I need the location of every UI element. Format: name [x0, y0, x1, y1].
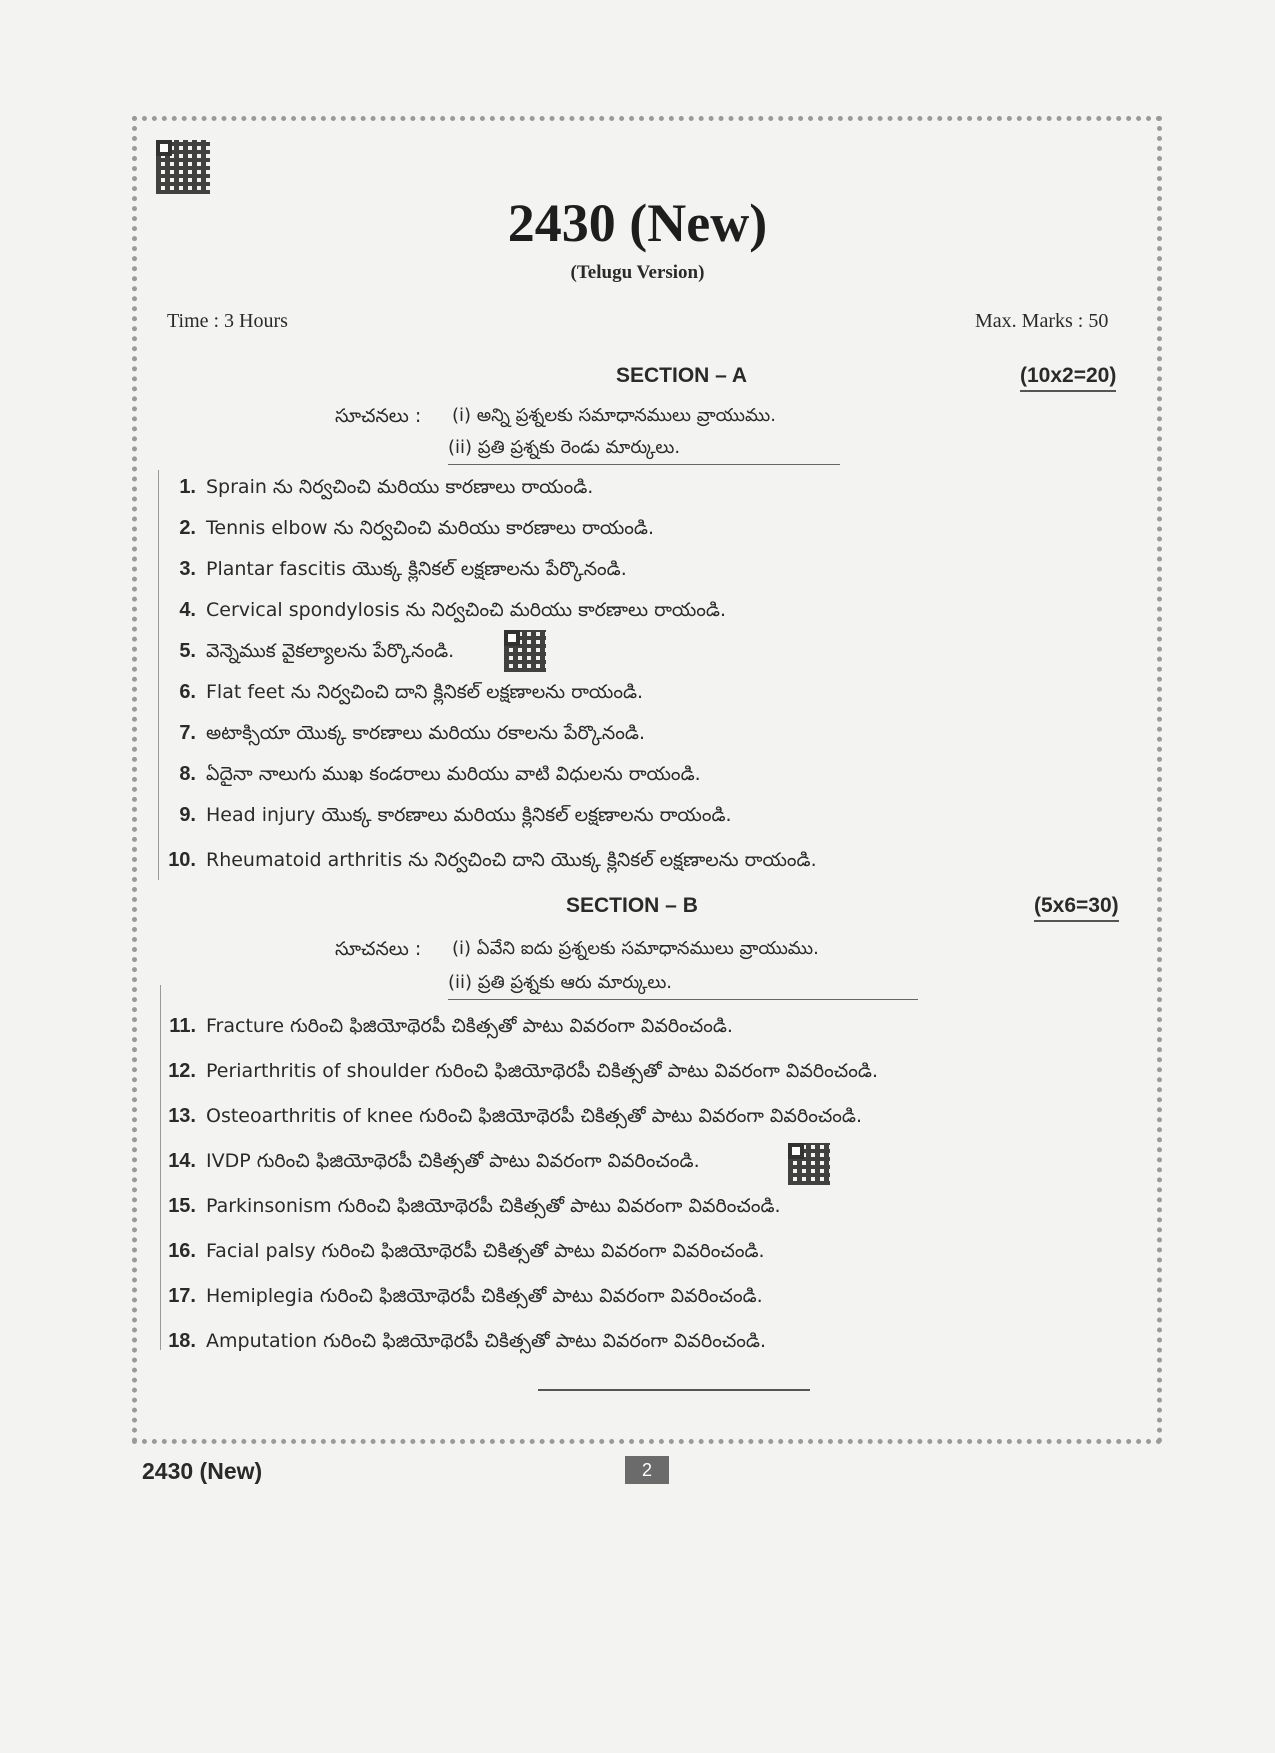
paper-version: (Telugu Version): [570, 262, 705, 283]
question-2: 2. Tennis elbow ను నిర్వచించి మరియు కారణాలు రాయండి.: [179, 517, 654, 539]
qr-code-icon: [156, 140, 210, 194]
question-14: 14. IVDP గురించి ఫిజియోథెరపీ చికిత్సతో పాటు వివరంగా వివరించండి.: [168, 1150, 700, 1172]
question-17: 17. Hemiplegia గురించి ఫిజియోథెరపీ చికిత్సతో పాటు వివరంగా వివరించండి.: [168, 1285, 763, 1307]
question-4: 4. Cervical spondylosis ను నిర్వచించి మరియు కారణాలు రాయండి.: [179, 599, 727, 621]
end-rule: [538, 1389, 810, 1391]
question-7: 7. అటాక్సియా యొక్క కారణాలు మరియు రకాలను పేర్కొనండి.: [179, 722, 646, 744]
section-b-note-1: (i) ఏవేని ఐదు ప్రశ్నలకు సమాధానములు వ్రాయుము.: [452, 938, 819, 959]
footer-paper-code: 2430 (New): [142, 1458, 263, 1484]
section-a-notes-label: సూచనలు :: [335, 405, 422, 427]
section-b-notes-label: సూచనలు :: [335, 938, 422, 960]
question-15: 15. Parkinsonism గురించి ఫిజియోథెరపీ చికిత్సతో పాటు వివరంగా వివరించండి.: [168, 1195, 781, 1217]
question-3: 3. Plantar fascitis యొక్క క్లినికల్ లక్షణాలను పేర్కొనండి.: [179, 558, 627, 580]
question-11: 11. Fracture గురించి ఫిజియోథెరపీ చికిత్సతో పాటు వివరంగా వివరించండి.: [169, 1015, 733, 1037]
question-10: 10. Rheumatoid arthritis ను నిర్వచించి దాని యొక్క క్లినికల్ లక్షణాలను రాయండి.: [168, 849, 817, 871]
section-b-note-2: (ii) ప్రతి ప్రశ్నకు ఆరు మార్కులు.: [448, 972, 673, 993]
section-a-marks: (10x2=20): [1020, 364, 1116, 392]
question-1: 1. Sprain ను నిర్వచించి మరియు కారణాలు రాయండి.: [179, 476, 594, 498]
section-b-marks: (5x6=30): [1034, 894, 1119, 922]
section-a-note-2: (ii) ప్రతి ప్రశ్నకు రెండు మార్కులు.: [448, 437, 681, 458]
question-6: 6. Flat feet ను నిర్వచించి దాని క్లినికల్ లక్షణాలను రాయండి.: [179, 681, 644, 703]
paper-code-title: 2430 (New): [507, 193, 768, 253]
section-a-note-underline: [448, 464, 840, 465]
question-18: 18. Amputation గురించి ఫిజియోథెరపీ చికిత్సతో పాటు వివరంగా వివరించండి.: [168, 1330, 767, 1352]
qr-code-icon: [788, 1143, 830, 1185]
section-a-note-1: (i) అన్ని ప్రశ్నలకు సమాధానములు వ్రాయుము.: [452, 405, 776, 426]
section-b-title: SECTION – B: [566, 894, 698, 917]
question-16: 16. Facial palsy గురించి ఫిజియోథెరపీ చికిత్సతో పాటు వివరంగా వివరించండి.: [168, 1240, 765, 1262]
margin-line: [158, 470, 159, 880]
exam-time: Time : 3 Hours: [167, 310, 288, 332]
page-number: 2: [625, 1456, 669, 1484]
question-8: 8. ఏదైనా నాలుగు ముఖ కండరాలు మరియు వాటి విధులను రాయండి.: [179, 763, 701, 785]
max-marks: Max. Marks : 50: [975, 310, 1109, 332]
question-9: 9. Head injury యొక్క కారణాలు మరియు క్లినికల్ లక్షణాలను రాయండి.: [179, 804, 732, 826]
section-b-note-underline: [448, 999, 918, 1000]
question-5: 5. వెన్నెముక వైకల్యాలను పేర్కొనండి.: [179, 640, 455, 662]
question-13: 13. Osteoarthritis of knee గురించి ఫిజియోథెరపీ చికిత్సతో పాటు వివరంగా వివరించండి.: [168, 1105, 863, 1127]
question-12: 12. Periarthritis of shoulder గురించి ఫిజియోథెరపీ చికిత్సతో పాటు వివరంగా వివరించండి.: [168, 1060, 878, 1082]
qr-code-icon: [504, 630, 546, 672]
section-a-title: SECTION – A: [616, 364, 748, 387]
